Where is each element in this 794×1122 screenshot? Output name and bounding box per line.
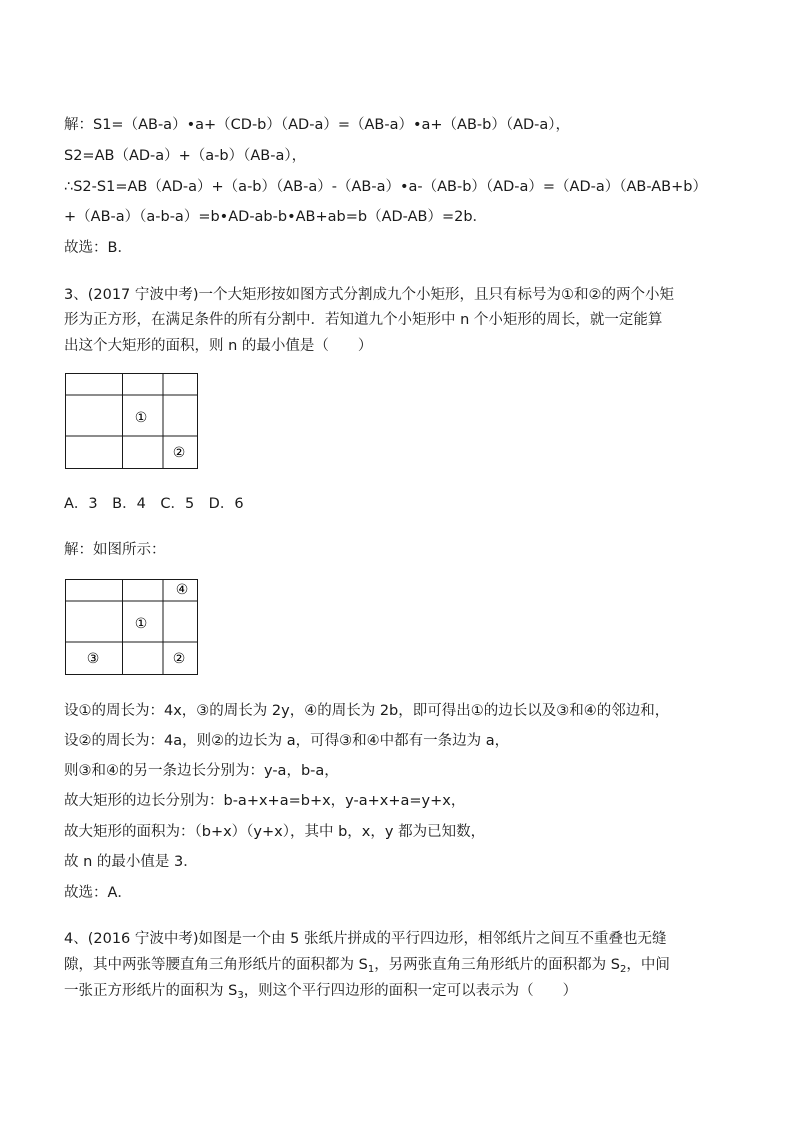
solution-2-line-6: 故 n 的最小值是 3． [64, 854, 198, 870]
question-4-line-3a: 一张正方形纸片的面积为 S [64, 983, 238, 999]
question-3-line-1: 3、(2017 宁波中考)一个大矩形按如图方式分割成九个小矩形，且只有标号为①和②的两个小矩 [64, 287, 675, 303]
solution-line-3: ∴S2-S1=AB（AD-a）+（a-b）（AB-a）-（AB-a）•a-（AB-b）（AD-a）=（AD-a）（AB-AB+b） [64, 179, 707, 195]
question-4-line-3b: ，则这个平行四边形的面积一定可以表示为（ ） [243, 983, 578, 999]
square-2-label: ② [172, 651, 186, 667]
question-4-line-3 [64, 981, 577, 1001]
question-3-line-3: 出这个大矩形的面积，则 n 的最小值是（ ） [64, 338, 373, 354]
question-4-line-2a: 隙，其中两张等腰直角三角形纸片的面积都为 S [64, 957, 368, 973]
question-4-line-2 [64, 955, 670, 975]
subscript-1: 1 [367, 964, 375, 975]
question-3-line-2: 形为正方形，在满足条件的所有分割中．若知道九个小矩形中 n 个小矩形的周长，就一定能算 [64, 312, 663, 328]
solution-2-line-1: 设①的周长为：4x，③的周长为 2y，④的周长为 2b，即可得出①的边长以及③和④的邻边和， [64, 703, 670, 719]
square-2-label: ② [172, 445, 186, 461]
solution-2-figure [65, 579, 197, 674]
solution-line-4: +（AB-a）（a-b-a）=b•AD-ab-b•AB+ab=b（AD-AB）=2b． [64, 209, 488, 225]
question-3-figure [65, 373, 197, 468]
square-1-label: ① [134, 616, 148, 632]
solution-2-answer: 故选：A． [64, 885, 132, 901]
solution-2-intro: 解：如图所示： [64, 542, 166, 558]
solution-line-2: S2=AB（AD-a）+（a-b）（AB-a）， [64, 148, 307, 164]
rect-3-label: ③ [86, 651, 100, 667]
solution-answer: 故选：B． [64, 240, 132, 256]
solution-2-line-2: 设②的周长为：4a，则②的边长为 a，可得③和④中都有一条边为 a， [64, 733, 510, 749]
rect-4-label: ④ [175, 582, 189, 598]
question-4-line-1: 4、(2016 宁波中考)如图是一个由 5 张纸片拼成的平行四边形，相邻纸片之间互不重叠也无缝 [64, 931, 667, 947]
question-4-line-2c: ，中间 [626, 957, 670, 973]
solution-line-1: 解：S1=（AB-a）•a+（CD-b）（AD-a）=（AB-a）•a+（AB-b）（AD-a）， [64, 117, 571, 133]
subscript-3: 3 [237, 990, 244, 1001]
square-1-label: ① [134, 410, 148, 426]
solution-2-line-3: 则③和④的另一条边长分别为：y-a，b-a， [64, 763, 339, 779]
solution-2-line-4: 故大矩形的边长分别为：b-a+x+a=b+x，y-a+x+a=y+x， [64, 793, 466, 809]
question-3-options: A．3 B．4 C．5 D．6 [64, 496, 244, 512]
solution-2-line-5: 故大矩形的面积为：（b+x）（y+x），其中 b，x，y 都为已知数， [64, 824, 486, 840]
subscript-2: 2 [620, 964, 627, 975]
question-4-line-2b: ，另两张直角三角形纸片的面积都为 S [374, 957, 620, 973]
